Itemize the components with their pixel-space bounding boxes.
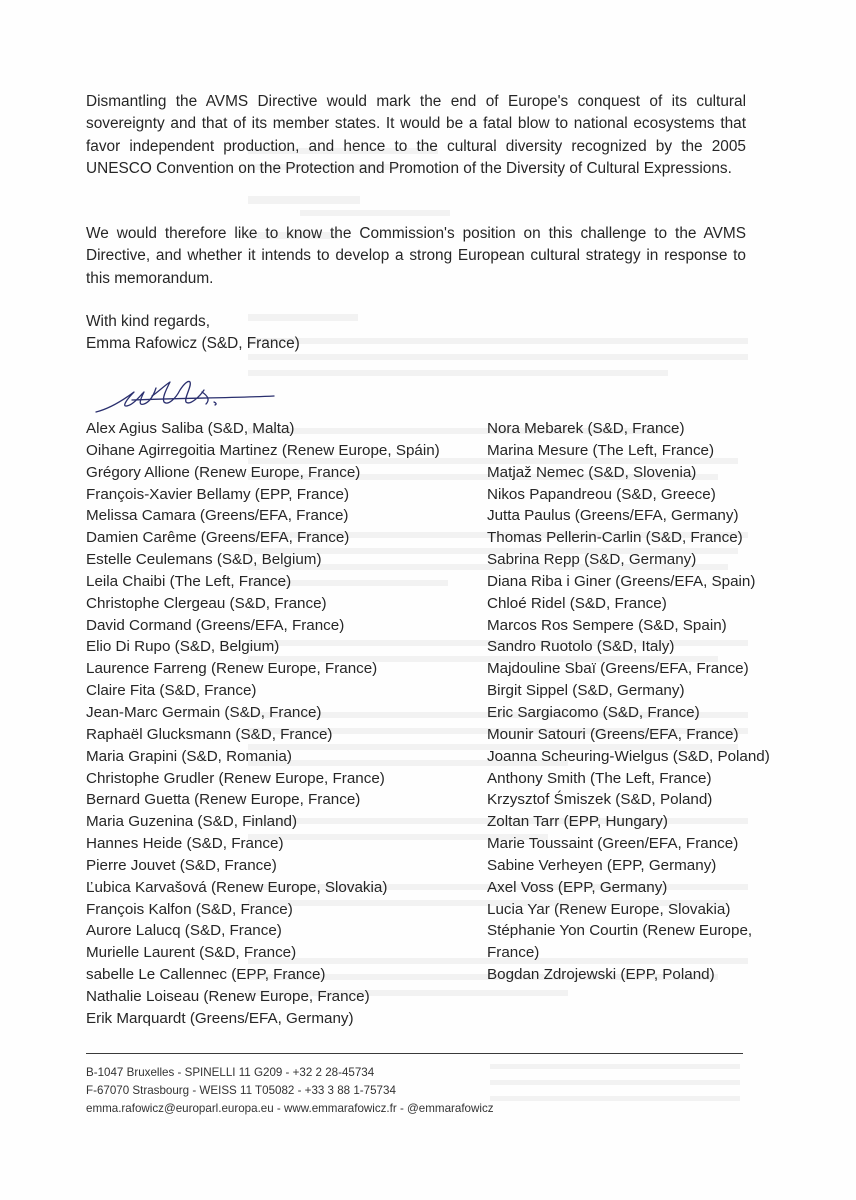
signatory: Murielle Laurent (S&D, France) xyxy=(86,944,297,962)
signatory: Leila Chaibi (The Left, France) xyxy=(86,572,292,590)
signatory: Claire Fita (S&D, France) xyxy=(86,682,257,700)
signatory: Chloé Ridel (S&D, France) xyxy=(487,594,667,612)
signatory: Elio Di Rupo (S&D, Belgium) xyxy=(86,638,280,656)
signatory: Joanna Scheuring-Wielgus (S&D, Poland) xyxy=(487,747,770,765)
signatory: sabelle Le Callennec (EPP, France) xyxy=(86,966,326,984)
signatory: Marcos Ros Sempere (S&D, Spain) xyxy=(487,616,727,634)
paragraph-avms-dismantling: Dismantling the AVMS Directive would mark the end of Europe's conquest of its cultural sovereignty and that of its member states. It would be a fatal blow to national ecosystems that favor independent production, and hence to the cultural diversity recognized by the 2005 UNESCO Convention on the Protection and Promotion of the Diversity of Cultural Expressions. xyxy=(86,93,746,177)
signatory: Stéphanie Yon Courtin (Renew Europe, France) xyxy=(487,922,753,962)
signatory: Hannes Heide (S&D, France) xyxy=(86,835,284,853)
signatory: Erik Marquardt (Greens/EFA, Germany) xyxy=(86,1009,354,1027)
signatory: Damien Carême (Greens/EFA, France) xyxy=(86,529,350,547)
signatory: Marina Mesure (The Left, France) xyxy=(487,441,715,459)
signatory: Melissa Camara (Greens/EFA, France) xyxy=(86,507,349,525)
signatory: Christophe Grudler (Renew Europe, France) xyxy=(86,769,385,787)
signatory: Estelle Ceulemans (S&D, Belgium) xyxy=(86,551,322,569)
signatory: Matjaž Nemec (S&D, Slovenia) xyxy=(487,463,697,481)
signatory: Oihane Agirregoitia Martinez (Renew Europe, Spáin) xyxy=(86,441,440,459)
signatory: Marie Toussaint (Green/EFA, France) xyxy=(487,835,739,853)
signatory: Sabrina Repp (S&D, Germany) xyxy=(487,551,697,569)
footer-contact-block xyxy=(86,1064,494,1118)
signatory: Krzysztof Śmiszek (S&D, Poland) xyxy=(487,791,713,809)
signatory: Aurore Lalucq (S&D, France) xyxy=(86,922,282,940)
signatory: Zoltan Tarr (EPP, Hungary) xyxy=(487,813,668,831)
footer-contact-links: emma.rafowicz@europarl.europa.eu - www.emmarafowicz.fr - @emmarafowicz xyxy=(86,1102,494,1115)
signatory: François Kalfon (S&D, France) xyxy=(86,900,293,918)
signatory: Jean-Marc Germain (S&D, France) xyxy=(86,703,322,721)
signatories-left-column xyxy=(86,418,476,1030)
signatory: Maria Guzenina (S&D, Finland) xyxy=(86,813,298,831)
signatory: Nathalie Loiseau (Renew Europe, France) xyxy=(86,987,370,1005)
signatory: Lucia Yar (Renew Europe, Slovakia) xyxy=(487,900,731,918)
closing-block xyxy=(86,311,300,354)
signatory: Raphaël Glucksmann (S&D, France) xyxy=(86,725,333,743)
signatory: Laurence Farreng (Renew Europe, France) xyxy=(86,660,378,678)
footer-strasbourg-address: F-67070 Strasbourg - WEISS 11 T05082 - +33 3 88 1-75734 xyxy=(86,1084,396,1097)
signatory: Sandro Ruotolo (S&D, Italy) xyxy=(487,638,675,656)
signatory: Grégory Allione (Renew Europe, France) xyxy=(86,463,361,481)
paragraph-commission-question: We would therefore like to know the Commission's position on this challenge to the AVMS Directive, and whether it intends to develop a strong European cultural strategy in response to this memorandum. xyxy=(86,225,746,287)
sender-name: Emma Rafowicz (S&D, France) xyxy=(86,334,300,352)
signatory: Maria Grapini (S&D, Romania) xyxy=(86,747,292,765)
signatory: François-Xavier Bellamy (EPP, France) xyxy=(86,485,350,503)
signatory: David Cormand (Greens/EFA, France) xyxy=(86,616,345,634)
signatory: Bernard Guetta (Renew Europe, France) xyxy=(86,791,361,809)
signatory: Ľubica Karvašová (Renew Europe, Slovakia) xyxy=(86,878,388,896)
signatory: Pierre Jouvet (S&D, France) xyxy=(86,856,277,874)
signatory: Jutta Paulus (Greens/EFA, Germany) xyxy=(487,507,739,525)
signatory: Diana Riba i Giner (Greens/EFA, Spain) xyxy=(487,572,756,590)
handwritten-signature xyxy=(92,376,282,422)
signatory: Sabine Verheyen (EPP, Germany) xyxy=(487,856,717,874)
signatory: Thomas Pellerin-Carlin (S&D, France) xyxy=(487,529,743,547)
signatory: Eric Sargiacomo (S&D, France) xyxy=(487,703,700,721)
signatory: Axel Voss (EPP, Germany) xyxy=(487,878,668,896)
signatory: Majdouline Sbaï (Greens/EFA, France) xyxy=(487,660,749,678)
signatory: Nora Mebarek (S&D, France) xyxy=(487,420,685,437)
signatory: Christophe Clergeau (S&D, France) xyxy=(86,594,327,612)
signatory: Birgit Sippel (S&D, Germany) xyxy=(487,682,685,700)
signatory: Mounir Satouri (Greens/EFA, France) xyxy=(487,725,739,743)
signatory: Anthony Smith (The Left, France) xyxy=(487,769,712,787)
footer-divider xyxy=(86,1053,743,1054)
signatory: Nikos Papandreou (S&D, Greece) xyxy=(487,485,716,503)
signatory: Alex Agius Saliba (S&D, Malta) xyxy=(86,420,295,437)
footer-brussels-address: B-1047 Bruxelles - SPINELLI 11 G209 - +32 2 28-45734 xyxy=(86,1066,375,1079)
signatories-right-column xyxy=(487,418,772,986)
signatory: Bogdan Zdrojewski (EPP, Poland) xyxy=(487,966,715,984)
closing-salutation: With kind regards, xyxy=(86,313,211,330)
